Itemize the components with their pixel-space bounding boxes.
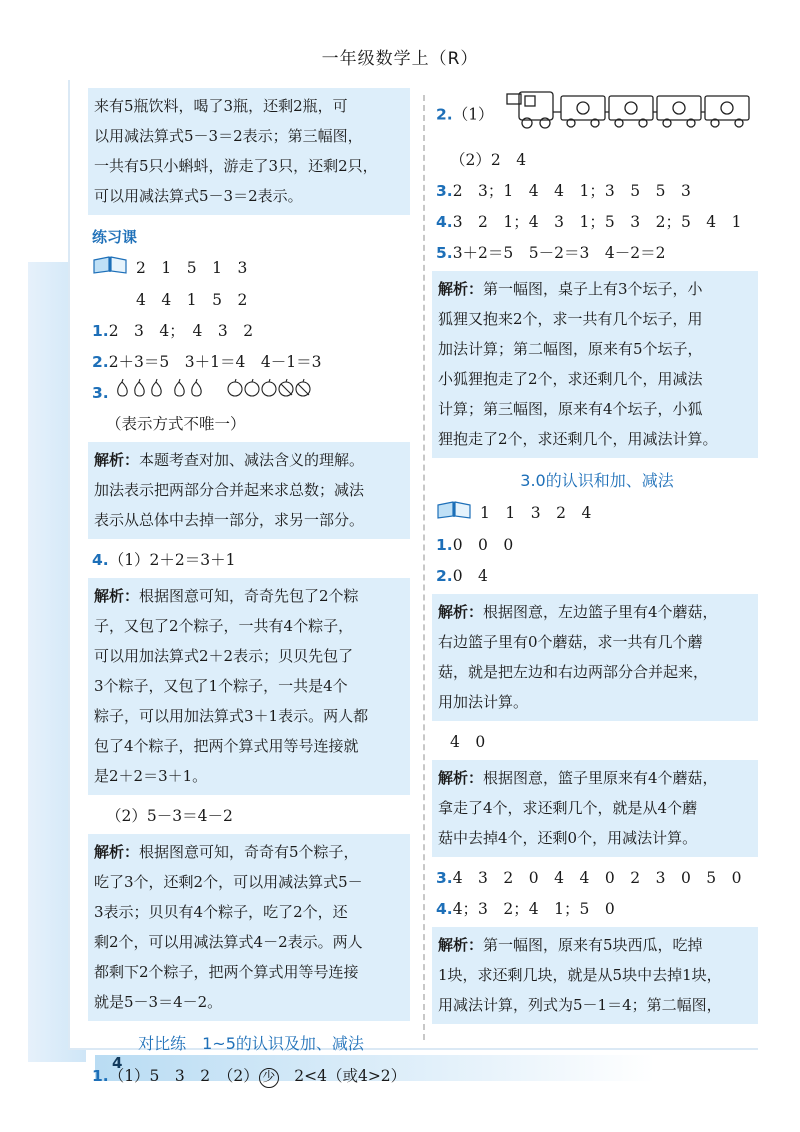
book-row: [436, 498, 758, 530]
answer-3: [436, 176, 758, 207]
answer-3-note: （表示方式不唯一）: [106, 415, 246, 433]
analysis-line: 第一幅图，桌子上有3个坛子，小: [483, 280, 703, 298]
answer-text: 0 4: [452, 566, 488, 585]
analysis-box-r1: [432, 271, 758, 458]
answer-4: [436, 207, 758, 238]
question-number: 2.: [92, 352, 109, 371]
analysis-box-r3: [432, 760, 758, 857]
answer-4-1: [92, 545, 410, 576]
question-number: 4.: [436, 213, 453, 231]
analysis-line: 狸抱走了2个，求还剩几个，用减法计算。: [438, 430, 718, 448]
open-book-icon: [436, 499, 472, 530]
analysis-line: 一共有5只小蝌蚪，游走了3只，还剩2只，: [94, 157, 378, 175]
answer-text: （1）5 3 2 （2）: [108, 1067, 259, 1085]
page-title: 一年级数学上（R）: [321, 49, 479, 69]
analysis-line: 1块，求还剩几块，就是从5块中去掉1块，: [438, 965, 722, 984]
analysis-line: 都剩下2个粽子，把两个算式用等号连接: [94, 963, 359, 981]
analysis-line: 以用减法算式5－3＝2表示；第三幅图，: [94, 127, 363, 145]
answer-text: 4 3 2 0 4 4 0 2 3 0 5 0: [452, 868, 742, 887]
analysis-line: 是2＋2＝3＋1。: [94, 767, 208, 785]
circled-answer: 少: [259, 1068, 279, 1088]
answer-text: 2＋3＝5 3＋1＝4 4－1＝3: [108, 352, 322, 371]
book-row-1: [92, 253, 410, 285]
question-number: 1.: [92, 321, 109, 340]
answer-5: [436, 238, 758, 269]
animal-train-icon: [505, 86, 773, 145]
analysis-line: 剩2个，可以用减法算式4－2表示。两人: [94, 933, 363, 951]
question-number: 3.: [436, 868, 453, 887]
answer-r2-b: 4 0: [450, 732, 486, 751]
analysis-line: 菇中去掉4个，还剩0个，用减法计算。: [438, 828, 698, 847]
answer-text: 4；3 2；4 1；5 0: [452, 899, 615, 918]
question-number: 2.: [436, 566, 453, 585]
analysis-line: 粽子，可以用加法算式3＋1表示。两人都: [94, 707, 369, 725]
analysis-box-2: [88, 578, 410, 795]
page-number: 4: [112, 1054, 123, 1072]
analysis-label: 解析：: [438, 768, 484, 787]
analysis-box-intro: [88, 88, 410, 215]
analysis-line: 计算；第三幅图，原来有4个坛子，小狐: [438, 400, 703, 418]
analysis-label: 解析：: [438, 280, 484, 298]
practice-title: 练习课: [92, 228, 138, 246]
analysis-box-r4: [432, 927, 758, 1024]
analysis-line: 根据图意，左边篮子里有4个蘑菇，: [483, 602, 718, 621]
pear-icons-group-2: [171, 378, 207, 409]
answer-text: 2<4（或4>2）: [278, 1067, 407, 1085]
book-row-text: 1 1 3 2 4: [480, 504, 592, 522]
answer-r4: [436, 894, 758, 925]
analysis-line: 根据图意可知，奇奇有5个粽子，: [139, 843, 359, 861]
analysis-line: 狐狸又抱来2个，求一共有几个坛子，用: [438, 310, 703, 328]
analysis-line: 包了4个粽子，把两个算式用等号连接就: [94, 737, 359, 755]
analysis-line: 可以用加法算式2＋2表示；贝贝先包了: [94, 647, 354, 665]
answer-3: [92, 378, 410, 410]
right-column: [436, 86, 758, 1030]
analysis-line: 3表示；贝贝有4个粽子，吃了2个，还: [94, 903, 348, 921]
book-row-2: 4 4 1 5 2: [136, 290, 248, 309]
answer-r1: [436, 530, 758, 561]
book-row-1-text: 2 1 5 1 3: [136, 259, 248, 277]
question-number: 5.: [436, 244, 453, 262]
answer-1: [92, 316, 410, 347]
analysis-line: 加法计算；第二幅图，原来有5个坛子，: [438, 340, 703, 358]
compare-section-title: 对比练 1~5的认识及加、减法: [138, 1034, 364, 1053]
open-book-icon: [92, 254, 128, 285]
analysis-line: 用加法计算。: [438, 692, 529, 711]
answer-text: 0 0 0: [452, 535, 514, 554]
analysis-line: 根据图意可知，奇奇先包了2个粽: [139, 587, 359, 605]
question-number: 1.: [436, 535, 453, 554]
analysis-box-1: [88, 442, 410, 539]
analysis-line: 拿走了4个，求还剩几个，就是从4个蘑: [438, 798, 698, 817]
analysis-line: 表示从总体中去掉一部分，求另一部分。: [94, 511, 365, 529]
apple-crossed-icons: [226, 378, 312, 409]
answer-text: （1）2＋2＝3＋1: [108, 551, 236, 569]
answer-2: [92, 347, 410, 378]
analysis-line: 子，又包了2个粽子，一共有4个粽子，: [94, 617, 354, 635]
question-number: 3.: [436, 182, 453, 200]
analysis-box-3: [88, 834, 410, 1021]
question-number: 1.: [92, 1067, 109, 1085]
section-title: 3.0的认识和加、减法: [520, 471, 674, 490]
question-number: 3.: [92, 383, 109, 402]
analysis-line: 加法表示把两部分合并起来求总数；减法: [94, 481, 365, 499]
analysis-line: 吃了3个，还剩2个，可以用减法算式5－: [94, 873, 363, 891]
analysis-line: 本题考查对加、减法含义的理解。: [139, 451, 365, 469]
pear-icons-group-3: [114, 378, 166, 409]
answer-text: （1）: [452, 105, 494, 124]
analysis-line: 小狐狸抱走了2个，求还剩几个，用减法: [438, 370, 703, 388]
analysis-label: 解析：: [94, 587, 140, 605]
analysis-label: 解析：: [438, 935, 484, 954]
analysis-line: 第一幅图，原来有5块西瓜，吃掉: [483, 935, 703, 954]
answer-text: 3＋2＝5 5－2＝3 4－2＝2: [452, 244, 666, 262]
analysis-line: 用减法计算，列式为5－1＝4；第二幅图，: [438, 995, 722, 1014]
answer-2-2: （2）2 4: [450, 151, 527, 169]
analysis-label: 解析：: [94, 843, 140, 861]
answer-r2: [436, 561, 758, 592]
answer-text: 2 3 4； 4 3 2: [108, 321, 254, 340]
analysis-line: 右边篮子里有0个蘑菇，求一共有几个蘑: [438, 632, 703, 651]
analysis-line: 就是5－3＝4－2。: [94, 993, 223, 1011]
answer-r3: [436, 863, 758, 894]
analysis-line: 根据图意，篮子里原来有4个蘑菇，: [483, 768, 718, 787]
answer-text: 2 3；1 4 4 1；3 5 5 3: [452, 182, 691, 200]
column-divider: [423, 95, 425, 1040]
analysis-label: 解析：: [94, 451, 140, 469]
analysis-line: 3个粽子，又包了1个粽子，一共是4个: [94, 677, 348, 695]
analysis-label: 解析：: [438, 602, 484, 621]
answer-4-2: （2）5－3＝4－2: [106, 807, 233, 825]
analysis-line: 菇，就是把左边和右边两部分合并起来，: [438, 662, 709, 681]
answer-text: 3 2 1；4 3 1；5 3 2；5 4 1: [452, 213, 742, 231]
question-number: 2.: [436, 105, 453, 124]
analysis-line: 来有5瓶饮料，喝了3瓶，还剩2瓶，可: [94, 97, 348, 115]
left-column: [92, 86, 410, 1092]
analysis-line: 可以用减法算式5－3＝2表示。: [94, 187, 303, 205]
question-number: 4.: [92, 551, 109, 569]
answer-2-1: [436, 86, 758, 145]
analysis-box-r2: [432, 594, 758, 721]
question-number: 4.: [436, 899, 453, 918]
compare-answer-1: [92, 1061, 410, 1092]
